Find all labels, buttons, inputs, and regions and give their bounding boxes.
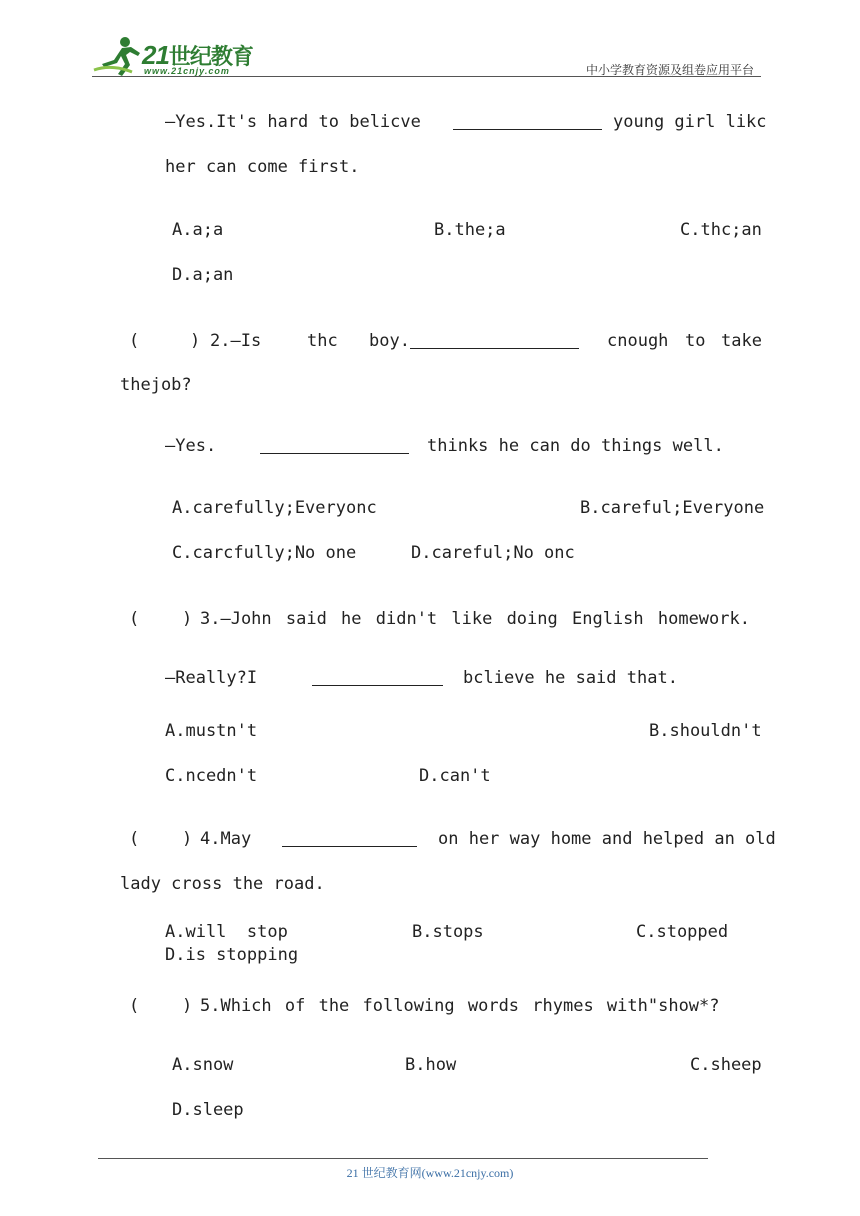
q3-response-pre: —Really?I [165,668,258,688]
q3-option-c: C.ncedn't [165,766,258,786]
q1-line1-post: young girl likc [613,112,767,132]
q2-stem-b: thc [307,331,338,351]
q1-line2: her can come first. [165,157,360,177]
q2-paren-open: ( [129,331,140,351]
q2-stem-c: boy. [369,331,410,351]
q2-response-pre: —Yes. [165,436,217,456]
q2-option-b: B.careful;Everyone [580,498,765,518]
q5-paren-open: ( [129,996,140,1016]
q2-option-a: A.carefully;Everyonc [172,498,377,518]
runner-logo-icon [92,34,144,78]
q5-paren-close: ) [182,996,193,1016]
header-divider [92,76,761,77]
q1-option-a: A.a;a [172,220,224,240]
q4-paren-close: ) [182,829,193,849]
q3-stem: 3.—John said he didn't like doing English homework. [200,609,750,629]
q1-option-d: D.a;an [172,265,234,285]
q3-option-a: A.mustn't [165,721,258,741]
q3-option-b: B.shouldn't [649,721,762,741]
q4-paren-open: ( [129,829,140,849]
q4-line2: lady cross the road. [120,874,325,894]
q2-stem-f: take [721,331,762,351]
q3-blank [312,669,443,686]
q5-option-b: B.how [405,1055,457,1075]
q2-option-c: C.carcfully;No one [172,543,357,563]
footer-site-link[interactable]: 21 世纪教育网(www.21cnjy.com) [346,1166,514,1180]
q2-line2: thejob? [120,375,192,395]
q2-blank-1 [410,332,579,349]
q4-option-d: D.is stopping [165,945,299,965]
q1-option-c: C.thc;an [680,220,762,240]
q2-stem-e: to [685,331,706,351]
q4-option-c: C.stopped [636,922,729,942]
q2-response-post: thinks he can do things well. [427,436,724,456]
q4-option-b: B.stops [412,922,484,942]
q1-option-b: B.the;a [434,220,506,240]
q5-option-a: A.snow [172,1055,234,1075]
platform-title: 中小学教育资源及组卷应用平台 [585,63,754,77]
q4-blank [282,830,417,847]
q1-line1-text: —Yes.It's hard to belicve [165,112,421,132]
q2-option-d: D.careful;No onc [411,543,575,563]
q2-blank-2 [260,437,409,454]
q3-response-post: bclieve he said that. [463,668,678,688]
q2-paren-close: ) [190,331,201,351]
footer-divider [98,1158,708,1159]
q5-stem: 5.Which of the following words rhymes with"show*? [200,996,720,1016]
q2-stem-a: 2.—Is [210,331,262,351]
q3-paren-open: ( [129,609,140,629]
q3-paren-close: ) [182,609,193,629]
q1-blank [453,113,602,130]
q4-stem-post: on her way home and helped an old [438,829,776,849]
q4-stem-pre: 4.May [200,829,252,849]
q1-line1 [165,112,421,132]
site-logo [92,34,262,78]
q2-stem-d: cnough [607,331,669,351]
q3-option-d: D.can't [419,766,491,786]
q5-option-d: D.sleep [172,1100,244,1120]
q5-option-c: C.sheep [690,1055,762,1075]
logo-wordmark: 21世纪教育 [142,40,253,70]
logo-url: www.21cnjy.com [144,66,230,76]
q4-option-a: A.will stop [165,922,288,942]
